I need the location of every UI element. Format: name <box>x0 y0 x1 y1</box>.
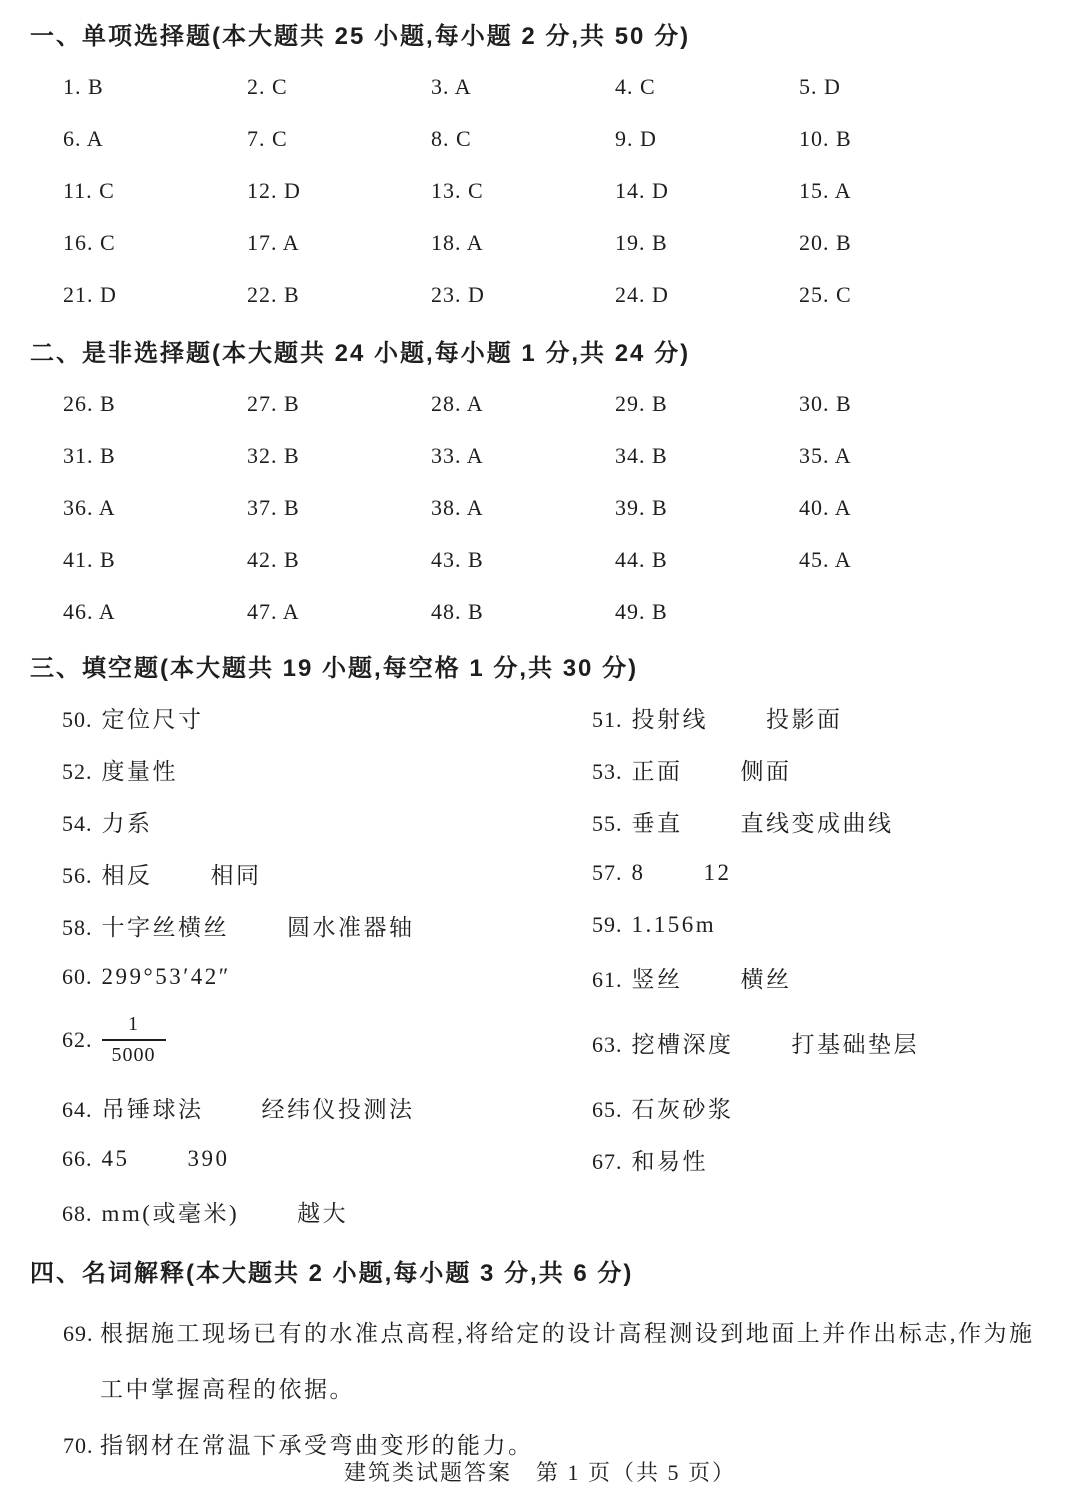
answer-part: 吊锤球法 <box>101 1096 204 1122</box>
fill-right-column <box>592 961 1080 994</box>
section-single-choice <box>0 0 1080 321</box>
answer-cell: 33. A <box>431 443 484 468</box>
fill-item <box>592 701 1080 734</box>
fill-row <box>0 1003 1080 1081</box>
answer-cell: 3. A <box>431 74 472 99</box>
item-number: 62. <box>62 1027 93 1053</box>
fill-left-column <box>62 857 592 890</box>
answer-cell: 26. B <box>63 391 116 416</box>
answer-cell: 45. A <box>799 547 852 572</box>
definition-text: 根据施工现场已有的水准点高程,将给定的设计高程测设到地面上并作出标志,作为施工中掌握高程的依据。 <box>100 1321 1035 1402</box>
fill-item <box>592 805 1080 838</box>
answer-part: 1.156m <box>631 912 717 937</box>
answer-part: 经纬仪投测法 <box>261 1096 415 1122</box>
answer-part: 相反 <box>101 862 153 888</box>
answer-cell: 40. A <box>799 495 852 520</box>
answer-part: 45 <box>101 1146 130 1171</box>
answer-cell: 13. C <box>431 178 484 203</box>
answer-cell: 32. B <box>247 443 300 468</box>
fill-left-column <box>62 753 592 786</box>
fill-item <box>62 753 592 786</box>
answer-cell: 31. B <box>63 443 116 468</box>
fill-item <box>62 857 592 890</box>
fill-left-column <box>62 964 592 990</box>
answer-cell: 42. B <box>247 547 300 572</box>
section-title-true-false: 二、是非选择题(本大题共 24 小题,每小题 1 分,共 24 分) <box>30 340 691 367</box>
answer-part: 挖槽深度 <box>631 1031 734 1057</box>
answer-cell: 46. A <box>63 599 116 624</box>
fill-blank-list <box>0 683 1080 1237</box>
fill-left-column <box>62 701 592 734</box>
fill-right-column <box>592 1091 1080 1124</box>
answer-part: 直线变成曲线 <box>740 810 894 836</box>
answer-cell: 9. D <box>615 126 657 151</box>
fill-item <box>62 1014 592 1070</box>
fill-item <box>62 1195 592 1228</box>
fill-item <box>592 753 1080 786</box>
answer-cell: 4. C <box>615 74 656 99</box>
answer-part: 越大 <box>297 1200 349 1226</box>
item-number: 66. <box>62 1146 93 1171</box>
answer-cell: 5. D <box>799 74 841 99</box>
fill-left-column <box>62 1146 592 1172</box>
answer-part: 正面 <box>631 758 683 784</box>
answer-part: 石灰砂浆 <box>631 1096 734 1122</box>
fill-row <box>0 899 1080 951</box>
fraction-answer <box>102 1012 166 1068</box>
answer-row <box>0 113 1080 165</box>
fill-left-column <box>62 909 592 942</box>
section-true-false <box>0 321 1080 638</box>
fill-item <box>62 805 592 838</box>
section-definitions <box>0 1237 1080 1474</box>
answer-cell: 30. B <box>799 391 852 416</box>
answer-row <box>0 61 1080 113</box>
item-number: 50. <box>62 706 93 732</box>
answer-part: 侧面 <box>740 758 792 784</box>
definition-item <box>0 1306 1080 1418</box>
page-footer: 建筑类试题答案 第 1 页（共 5 页） <box>343 1460 736 1485</box>
answer-row <box>0 430 1080 482</box>
answer-row <box>0 586 1080 638</box>
answer-part: 垂直 <box>631 810 683 836</box>
answer-cell: 27. B <box>247 391 300 416</box>
fill-right-column <box>592 805 1080 838</box>
answer-row <box>0 217 1080 269</box>
answer-cell: 35. A <box>799 443 852 468</box>
item-number: 68. <box>62 1200 93 1226</box>
item-number: 60. <box>62 964 93 989</box>
answer-cell: 12. D <box>247 178 301 203</box>
fraction-numerator: 1 <box>128 1013 139 1035</box>
answer-cell: 19. B <box>615 230 668 255</box>
answer-cell: 34. B <box>615 443 668 468</box>
answer-cell: 20. B <box>799 230 852 255</box>
fill-item <box>592 961 1080 994</box>
fill-row <box>0 951 1080 1003</box>
answer-part: 和易性 <box>631 1148 708 1174</box>
fill-left-column <box>62 1091 592 1124</box>
answer-part: 12 <box>703 860 732 885</box>
fill-left-column <box>62 1195 592 1228</box>
answer-cell: 22. B <box>247 282 300 307</box>
answer-cell: 17. A <box>247 230 300 255</box>
answer-cell: 44. B <box>615 547 668 572</box>
fill-right-column <box>592 912 1080 938</box>
section-fill-blank <box>0 638 1080 1237</box>
fill-row <box>0 1185 1080 1237</box>
answer-part: 圆水准器轴 <box>287 914 415 940</box>
answer-row <box>0 482 1080 534</box>
answer-cell: 29. B <box>615 391 668 416</box>
answer-row <box>0 269 1080 321</box>
answer-cell: 10. B <box>799 126 852 151</box>
fill-item <box>62 964 592 990</box>
definition-text: 指钢材在常温下承受弯曲变形的能力。 <box>100 1433 534 1458</box>
item-number: 53. <box>592 758 623 784</box>
fill-right-column <box>592 1026 1080 1059</box>
answer-cell: 18. A <box>431 230 484 255</box>
answer-part: 投射线 <box>631 706 708 732</box>
answer-part: 定位尺寸 <box>101 706 204 732</box>
fill-item <box>62 1091 592 1124</box>
answer-cell: 15. A <box>799 178 852 203</box>
answer-cell: 41. B <box>63 547 116 572</box>
item-number: 67. <box>592 1148 623 1174</box>
answer-row <box>0 165 1080 217</box>
fill-row <box>0 743 1080 795</box>
fill-right-column <box>592 860 1080 886</box>
item-number: 57. <box>592 860 623 885</box>
answer-part: 299°53′42″ <box>101 964 231 989</box>
fill-item <box>62 1146 592 1172</box>
answer-cell: 7. C <box>247 126 288 151</box>
answer-cell: 6. A <box>63 126 104 151</box>
answer-part: 390 <box>187 1146 230 1171</box>
fill-left-column <box>62 1014 592 1070</box>
answer-cell: 25. C <box>799 282 852 307</box>
answer-cell: 49. B <box>615 599 668 624</box>
fill-left-column <box>62 805 592 838</box>
fill-item <box>592 912 1080 938</box>
item-number: 56. <box>62 862 93 888</box>
item-number: 54. <box>62 810 93 836</box>
item-number: 59. <box>592 912 623 937</box>
answer-part: 力系 <box>101 810 153 836</box>
answer-part: 投影面 <box>766 706 843 732</box>
answer-cell: 38. A <box>431 495 484 520</box>
answer-row <box>0 534 1080 586</box>
answer-part: 相同 <box>210 862 262 888</box>
item-number: 69. <box>63 1321 94 1346</box>
item-number: 55. <box>592 810 623 836</box>
answer-part: 度量性 <box>101 758 178 784</box>
answer-row <box>0 378 1080 430</box>
answer-cell: 8. C <box>431 126 472 151</box>
fill-right-column <box>592 701 1080 734</box>
answer-part: 打基础垫层 <box>791 1031 919 1057</box>
answer-part: 8 <box>631 860 646 885</box>
answer-cell: 47. A <box>247 599 300 624</box>
answer-cell: 37. B <box>247 495 300 520</box>
answer-grid-true-false <box>0 368 1080 638</box>
fill-item <box>592 1026 1080 1059</box>
answer-cell: 16. C <box>63 230 116 255</box>
item-number: 58. <box>62 914 93 940</box>
answer-cell: 14. D <box>615 178 669 203</box>
fill-item <box>592 1143 1080 1176</box>
fill-item <box>592 860 1080 886</box>
answer-cell: 48. B <box>431 599 484 624</box>
answer-cell: 23. D <box>431 282 485 307</box>
item-number: 51. <box>592 706 623 732</box>
item-number: 52. <box>62 758 93 784</box>
answer-part: mm(或毫米) <box>101 1200 240 1226</box>
answer-part: 横丝 <box>740 966 792 992</box>
answer-cell: 43. B <box>431 547 484 572</box>
answer-cell: 21. D <box>63 282 117 307</box>
fill-row <box>0 847 1080 899</box>
fill-item <box>592 1091 1080 1124</box>
section-title-single-choice: 一、单项选择题(本大题共 25 小题,每小题 2 分,共 50 分) <box>30 23 691 50</box>
fill-item <box>62 701 592 734</box>
fill-row <box>0 691 1080 743</box>
answer-cell: 2. C <box>247 74 288 99</box>
fill-right-column <box>592 753 1080 786</box>
item-number: 64. <box>62 1096 93 1122</box>
fill-row <box>0 1081 1080 1133</box>
item-number: 63. <box>592 1031 623 1057</box>
item-number: 70. <box>63 1433 94 1458</box>
answer-cell: 36. A <box>63 495 116 520</box>
answer-cell: 28. A <box>431 391 484 416</box>
fill-item <box>62 909 592 942</box>
section-title-definitions: 四、名词解释(本大题共 2 小题,每小题 3 分,共 6 分) <box>30 1260 634 1287</box>
item-number: 61. <box>592 966 623 992</box>
fill-row <box>0 795 1080 847</box>
answer-cell: 24. D <box>615 282 669 307</box>
section-title-fill-blank: 三、填空题(本大题共 19 小题,每空格 1 分,共 30 分) <box>30 655 639 682</box>
fraction-denominator: 5000 <box>102 1039 166 1068</box>
fill-row <box>0 1133 1080 1185</box>
answer-grid-single-choice <box>0 51 1080 321</box>
definition-list <box>0 1288 1080 1474</box>
answer-cell: 1. B <box>63 74 104 99</box>
answer-part: 十字丝横丝 <box>101 914 229 940</box>
answer-cell: 11. C <box>63 178 115 203</box>
answer-part: 竖丝 <box>631 966 683 992</box>
item-number: 65. <box>592 1096 623 1122</box>
fill-right-column <box>592 1143 1080 1176</box>
answer-cell: 39. B <box>615 495 668 520</box>
